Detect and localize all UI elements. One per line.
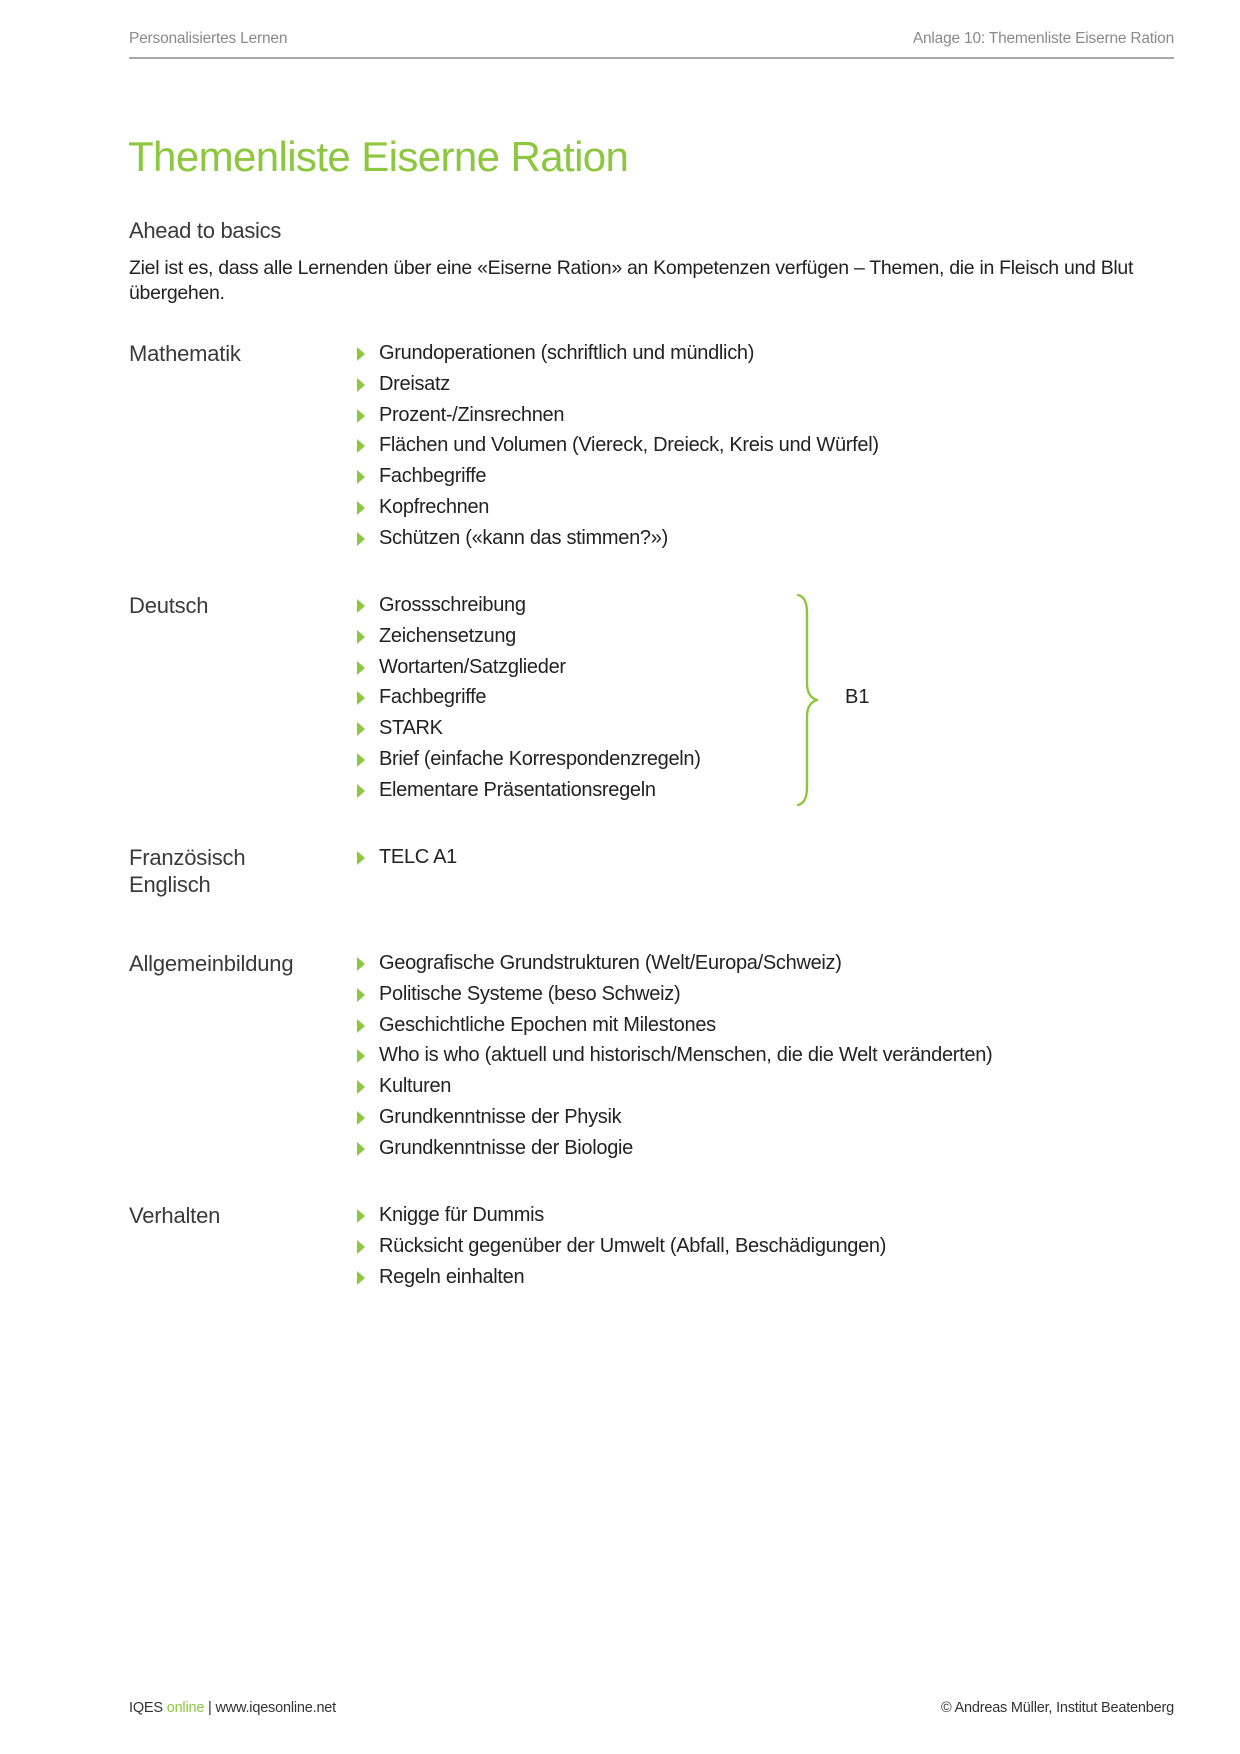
triangle-right-icon <box>357 470 365 484</box>
list-item <box>357 1264 886 1295</box>
list-item-text: Politische Systeme (beso Schweiz) <box>379 982 681 1005</box>
triangle-right-icon <box>357 851 365 865</box>
topic-list <box>357 340 879 556</box>
triangle-right-icon <box>357 1019 365 1033</box>
list-item-text: Rücksicht gegenüber der Umwelt (Abfall, Beschädigungen) <box>379 1234 887 1257</box>
list-item <box>357 592 701 623</box>
footer-left <box>129 1700 336 1716</box>
section-label <box>129 340 241 367</box>
triangle-right-icon <box>357 691 365 705</box>
list-item-text: Knigge für Dummis <box>379 1204 544 1226</box>
triangle-right-icon <box>357 347 365 361</box>
triangle-right-icon <box>357 1111 365 1125</box>
section-label-line: Verhalten <box>129 1203 221 1228</box>
brace-label: B1 <box>845 686 870 708</box>
list-item-text: Geschichtliche Epochen mit Milestones <box>379 1013 716 1036</box>
triangle-right-icon <box>357 1080 365 1094</box>
list-item <box>357 1104 992 1135</box>
list-item-text: Fachbegriffe <box>379 686 487 709</box>
section-label <box>129 1202 220 1229</box>
list-item <box>357 950 992 981</box>
list-item <box>357 1135 992 1166</box>
footer-copyright: © Andreas Müller, Institut Beatenberg <box>940 1700 1174 1716</box>
list-item-text: Zeichensetzung <box>379 624 517 647</box>
section-label <box>129 844 245 898</box>
section-label-line: Französisch <box>129 845 246 870</box>
header-divider <box>129 57 1174 59</box>
list-item <box>357 1073 992 1104</box>
triangle-right-icon <box>357 1240 365 1254</box>
list-item <box>357 1202 886 1233</box>
triangle-right-icon <box>357 409 365 423</box>
list-item <box>357 1012 992 1043</box>
intro-text: Ziel ist es, dass alle Lernenden über eine «Eiserne Ration» an Kompetenzen verfügen – Themen, die in Fleisch und Blut übergehen. <box>129 257 1134 304</box>
list-item-text: Geografische Grundstrukturen (Welt/Europa/Schweiz) <box>379 952 842 974</box>
topic-list <box>357 844 457 875</box>
triangle-right-icon <box>357 661 365 675</box>
triangle-right-icon <box>357 532 365 546</box>
triangle-right-icon <box>357 599 365 613</box>
list-item-text: Wortarten/Satzglieder <box>379 655 566 678</box>
list-item <box>357 715 701 746</box>
list-item-text: Elementare Präsentationsregeln <box>379 778 656 801</box>
footer-brand-accent: online <box>166 1700 205 1716</box>
list-item <box>357 844 457 875</box>
page-subtitle: Ahead to basics <box>129 218 282 243</box>
list-item <box>357 1233 886 1264</box>
triangle-right-icon <box>357 753 365 767</box>
list-item-text: Prozent-/Zinsrechnen <box>379 403 565 426</box>
section-label-line: Englisch <box>129 872 211 897</box>
triangle-right-icon <box>357 378 365 392</box>
curly-brace-icon <box>795 593 825 807</box>
section-label-line: Allgemeinbildung <box>129 951 294 976</box>
section-label <box>129 592 208 619</box>
list-item <box>357 494 879 525</box>
topic-list <box>357 950 992 1166</box>
list-item-text: Brief (einfache Korrespondenzregeln) <box>379 747 701 770</box>
list-item-text: Grundoperationen (schriftlich und mündlich) <box>379 342 755 364</box>
list-item-text: Grundkenntnisse der Physik <box>379 1105 622 1128</box>
list-item-text: Grossschreibung <box>379 594 526 616</box>
list-item <box>357 684 701 715</box>
triangle-right-icon <box>357 439 365 453</box>
footer-brand: IQES <box>129 1700 163 1716</box>
list-item-text: Who is who (aktuell und historisch/Menschen, die die Welt veränderten) <box>379 1044 993 1067</box>
list-item <box>357 463 879 494</box>
list-item <box>357 402 879 433</box>
triangle-right-icon <box>357 988 365 1002</box>
section-label <box>129 950 293 977</box>
list-item-text: Kopfrechnen <box>379 495 490 518</box>
list-item <box>357 777 701 808</box>
list-item <box>357 432 879 463</box>
triangle-right-icon <box>357 1271 365 1285</box>
triangle-right-icon <box>357 784 365 798</box>
triangle-right-icon <box>357 501 365 515</box>
list-item-text: Regeln einhalten <box>379 1265 525 1288</box>
list-item <box>357 981 992 1012</box>
section-label-line: Deutsch <box>129 593 209 618</box>
header-left: Personalisiertes Lernen <box>129 30 288 47</box>
triangle-right-icon <box>357 722 365 736</box>
footer-separator: | <box>208 1700 212 1716</box>
list-item <box>357 525 879 556</box>
triangle-right-icon <box>357 1142 365 1156</box>
list-item-text: Flächen und Volumen (Viereck, Dreieck, Kreis und Würfel) <box>379 434 879 457</box>
triangle-right-icon <box>357 957 365 971</box>
list-item-text: Schützen («kann das stimmen?») <box>379 526 668 549</box>
topic-list <box>357 1202 886 1294</box>
triangle-right-icon <box>357 1049 365 1063</box>
page-title: Themenliste Eiserne Ration <box>128 133 629 180</box>
list-item <box>357 340 879 371</box>
triangle-right-icon <box>357 1209 365 1223</box>
list-item <box>357 623 701 654</box>
list-item-text: Kulturen <box>379 1075 452 1098</box>
topic-list <box>357 592 701 808</box>
list-item <box>357 654 701 685</box>
list-item-text: STARK <box>379 717 443 740</box>
list-item-text: Grundkenntnisse der Biologie <box>379 1136 633 1159</box>
list-item-text: Dreisatz <box>379 372 450 395</box>
triangle-right-icon <box>357 630 365 644</box>
list-item <box>357 1042 992 1073</box>
list-item-text: Fachbegriffe <box>379 465 487 488</box>
section-label-line: Mathematik <box>129 341 241 366</box>
list-item-text: TELC A1 <box>379 846 457 868</box>
list-item <box>357 371 879 402</box>
list-item <box>357 746 701 777</box>
header-right: Anlage 10: Themenliste Eiserne Ration <box>912 30 1174 47</box>
footer-url[interactable]: www.iqesonline.net <box>215 1700 336 1716</box>
